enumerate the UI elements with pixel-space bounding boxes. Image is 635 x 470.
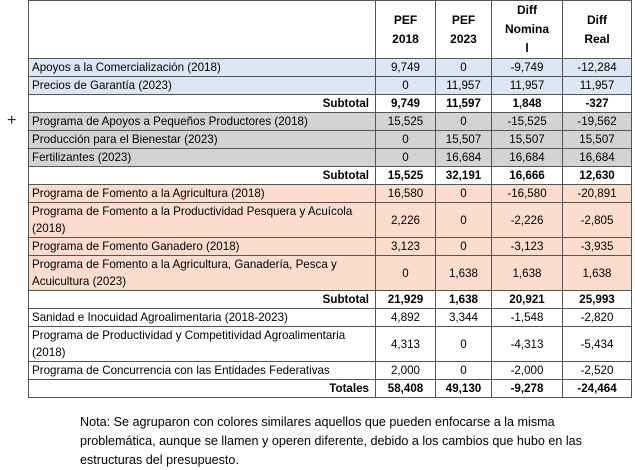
program-name: Producción para el Bienestar (2023) [29,131,376,149]
subtotal-pef-2023: 32,191 [436,167,492,185]
pef-2023-value: 16,684 [436,149,492,167]
subtotal-diff-real: 12,630 [563,167,632,185]
table-row [29,362,632,380]
footnote: Nota: Se agruparon con colores similares aquellos que pueden enfocarse a la misma problemática, aunque se llamen y operen diferente, debido a los cambios que hubo en las estructuras del presupuesto. [80,415,582,467]
subtotal-pef-2023: 1,638 [436,291,492,309]
table-row [29,327,632,362]
subtotal-diff-nominal: -9,278 [492,380,563,398]
subtotal-diff-nominal: 16,666 [492,167,563,185]
pef-2018-value: 3,123 [376,238,436,256]
pef-2018-value: 2,226 [376,203,436,238]
table-row [29,238,632,256]
program-name: Precios de Garantía (2023) [29,77,376,95]
pef-2023-value: 0 [436,185,492,203]
subtotal-row [29,291,632,309]
pef-2023-value: 0 [436,327,492,362]
pef-2018-value: 4,892 [376,309,436,327]
budget-table [28,0,632,398]
subtotal-label: Subtotal [29,95,376,113]
diff-real-value: 16,684 [563,149,632,167]
pef-2023-value: 15,507 [436,131,492,149]
diff-real-value: -2,805 [563,203,632,238]
diff-nominal-value: -3,123 [492,238,563,256]
diff-real-value: -2,820 [563,309,632,327]
subtotal-pef-2018: 15,525 [376,167,436,185]
subtotal-label: Subtotal [29,167,376,185]
pef-2018-value: 16,580 [376,185,436,203]
diff-nominal-value: 15,507 [492,131,563,149]
pef-2018-value: 4,313 [376,327,436,362]
diff-real-value: -3,935 [563,238,632,256]
table-row [29,203,632,238]
program-name: Programa de Apoyos a Pequeños Productores (2018) [29,113,376,131]
header-blank-cell [29,1,376,59]
diff-real-value: -12,284 [563,59,632,77]
pef-2018-value: 9,749 [376,59,436,77]
diff-nominal-value: -9,749 [492,59,563,77]
header-pef-2018: PEF 2018 [376,1,436,59]
subtotal-diff-nominal: 1,848 [492,95,563,113]
table-row [29,185,632,203]
table-row [29,113,632,131]
pef-2023-value: 0 [436,59,492,77]
program-name: Programa de Fomento a la Agricultura, Ganadería, Pesca y Acuicultura (2023) [29,256,376,291]
diff-nominal-value: -2,000 [492,362,563,380]
subtotal-row [29,95,632,113]
subtotal-label: Subtotal [29,291,376,309]
diff-real-value: 15,507 [563,131,632,149]
program-name: Sanidad e Inocuidad Agroalimentaria (2018-2023) [29,309,376,327]
table-row [29,309,632,327]
pef-2018-value: 0 [376,149,436,167]
pef-2023-value: 11,957 [436,77,492,95]
diff-nominal-value: -4,313 [492,327,563,362]
pef-2023-value: 1,638 [436,256,492,291]
diff-real-value: -2,520 [563,362,632,380]
diff-nominal-value: 11,957 [492,77,563,95]
diff-real-value: -19,562 [563,113,632,131]
diff-nominal-value: 1,638 [492,256,563,291]
header-diff-real: Diff Real [563,1,632,59]
table-row [29,59,632,77]
diff-nominal-value: -16,580 [492,185,563,203]
add-row-icon[interactable]: + [7,112,17,129]
totals-row [29,380,632,398]
subtotal-pef-2023: 11,597 [436,95,492,113]
subtotal-diff-real: 25,993 [563,291,632,309]
header-diff-nominal: Diff Nomina l [492,1,563,59]
program-name: Programa de Productividad y Competitividad Agroalimentaria (2018) [29,327,376,362]
diff-nominal-value: 16,684 [492,149,563,167]
diff-nominal-value: -15,525 [492,113,563,131]
pef-2018-value: 15,525 [376,113,436,131]
program-name: Programa de Fomento Ganadero (2018) [29,238,376,256]
program-name: Programa de Fomento a la Agricultura (2018) [29,185,376,203]
pef-2023-value: 0 [436,238,492,256]
diff-real-value: -5,434 [563,327,632,362]
table-row [29,77,632,95]
subtotal-pef-2018: 21,929 [376,291,436,309]
diff-real-value: 11,957 [563,77,632,95]
diff-nominal-value: -1,548 [492,309,563,327]
pef-2023-value: 0 [436,113,492,131]
pef-2023-value: 3,344 [436,309,492,327]
diff-real-value: 1,638 [563,256,632,291]
header-pef-2023: PEF 2023 [436,1,492,59]
program-name: Apoyos a la Comercialización (2018) [29,59,376,77]
subtotal-diff-real: -327 [563,95,632,113]
subtotal-pef-2023: 49,130 [436,380,492,398]
subtotal-pef-2018: 9,749 [376,95,436,113]
program-name: Programa de Concurrencia con las Entidades Federativas [29,362,376,380]
pef-2018-value: 0 [376,77,436,95]
diff-nominal-value: -2,226 [492,203,563,238]
pef-2023-value: 0 [436,203,492,238]
pef-2018-value: 0 [376,131,436,149]
subtotal-pef-2018: 58,408 [376,380,436,398]
program-name: Programa de Fomento a la Productividad Pesquera y Acuícola (2018) [29,203,376,238]
subtotal-label: Totales [29,380,376,398]
table-row [29,131,632,149]
pef-2018-value: 0 [376,256,436,291]
subtotal-row [29,167,632,185]
program-name: Fertilizantes (2023) [29,149,376,167]
pef-2018-value: 2,000 [376,362,436,380]
table-row [29,149,632,167]
diff-real-value: -20,891 [563,185,632,203]
subtotal-diff-real: -24,464 [563,380,632,398]
subtotal-diff-nominal: 20,921 [492,291,563,309]
pef-2023-value: 0 [436,362,492,380]
table-row [29,256,632,291]
